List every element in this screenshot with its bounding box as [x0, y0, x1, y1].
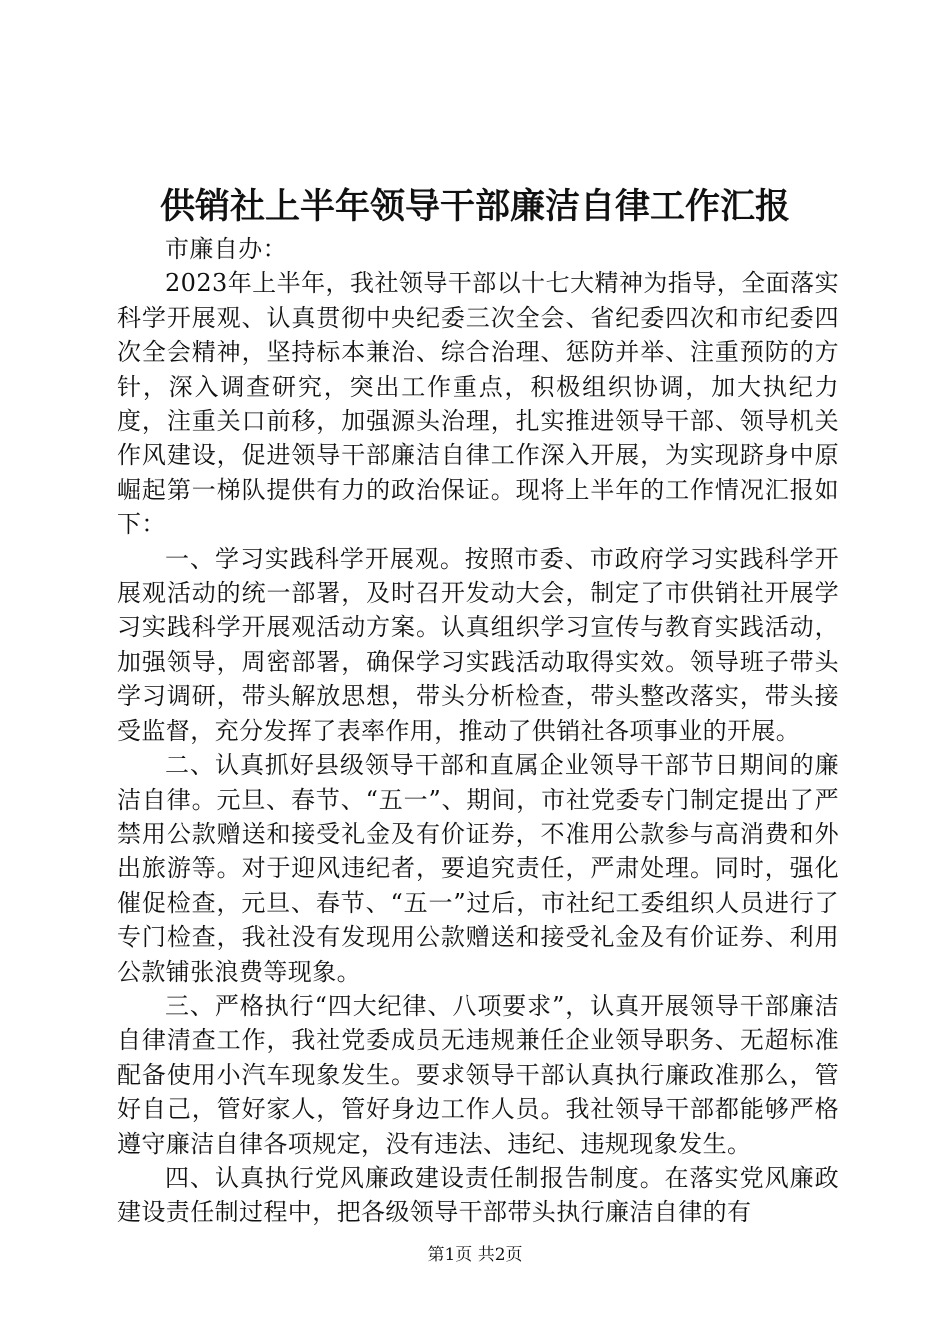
paragraph-intro: 2023年上半年，我社领导干部以十七大精神为指导，全面落实科学开展观、认真贯彻中央纪委三次全会、省纪委四次和市纪委四次全会精神，坚持标本兼治、综合治理、惩防并举、注重预防的方针，深入调查研究，突出工作重点，积极组织协调，加大执纪力度，注重关口前移，加强源头治理，扎实推进领导干部、领导机关作风建设，促进领导干部廉洁自律工作深入开展，为实现跻身中原崛起第一梯队提供有力的政治保证。现将上半年的工作情况汇报如下：: [117, 269, 839, 539]
paragraph-section-4: 四、认真执行党风廉政建设责任制报告制度。在落实党风廉政建设责任制过程中，把各级领导干部带头执行廉洁自律的有: [117, 1163, 839, 1227]
document-title: 供销社上半年领导干部廉洁自律工作汇报: [159, 186, 790, 227]
paragraph-section-3: 三、严格执行“四大纪律、八项要求”，认真开展领导干部廉洁自律清查工作，我社党委成员无违规兼任企业领导职务、无超标准配备使用小汽车现象发生。要求领导干部认真执行廉政准那么，管好自己，管好家人，管好身边工作人员。我社领导干部都能够严格遵守廉洁自律各项规定，没有违法、违纪、违规现象发生。: [117, 991, 839, 1158]
salutation: 市廉自办：: [165, 235, 287, 263]
page-number-footer: 第1页 共2页: [427, 1245, 523, 1265]
document-body: [117, 232, 839, 1230]
paragraph-section-2: 二、认真抓好县级领导干部和直属企业领导干部节日期间的廉洁自律。元旦、春节、“五一”、期间，市社党委专门制定提出了严禁用公款赠送和接受礼金及有价证券，不准用公款参与高消费和外出旅游等。对于迎风违纪者，要追究责任，严肃处理。同时，强化催促检查，元旦、春节、“五一”过后，市社纪工委组织人员进行了专门检查，我社没有发现用公款赠送和接受礼金及有价证券、利用公款铺张浪费等现象。: [117, 751, 839, 986]
paragraph-section-1: 一、学习实践科学开展观。按照市委、市政府学习实践科学开展观活动的统一部署，及时召开发动大会，制定了市供销社开展学习实践科学开展观活动方案。认真组织学习宣传与教育实践活动，加强领导，周密部署，确保学习实践活动取得实效。领导班子带头学习调研，带头解放思想，带头分析检查，带头整改落实，带头接受监督，充分发挥了表率作用，推动了供销社各项事业的开展。: [117, 544, 839, 745]
